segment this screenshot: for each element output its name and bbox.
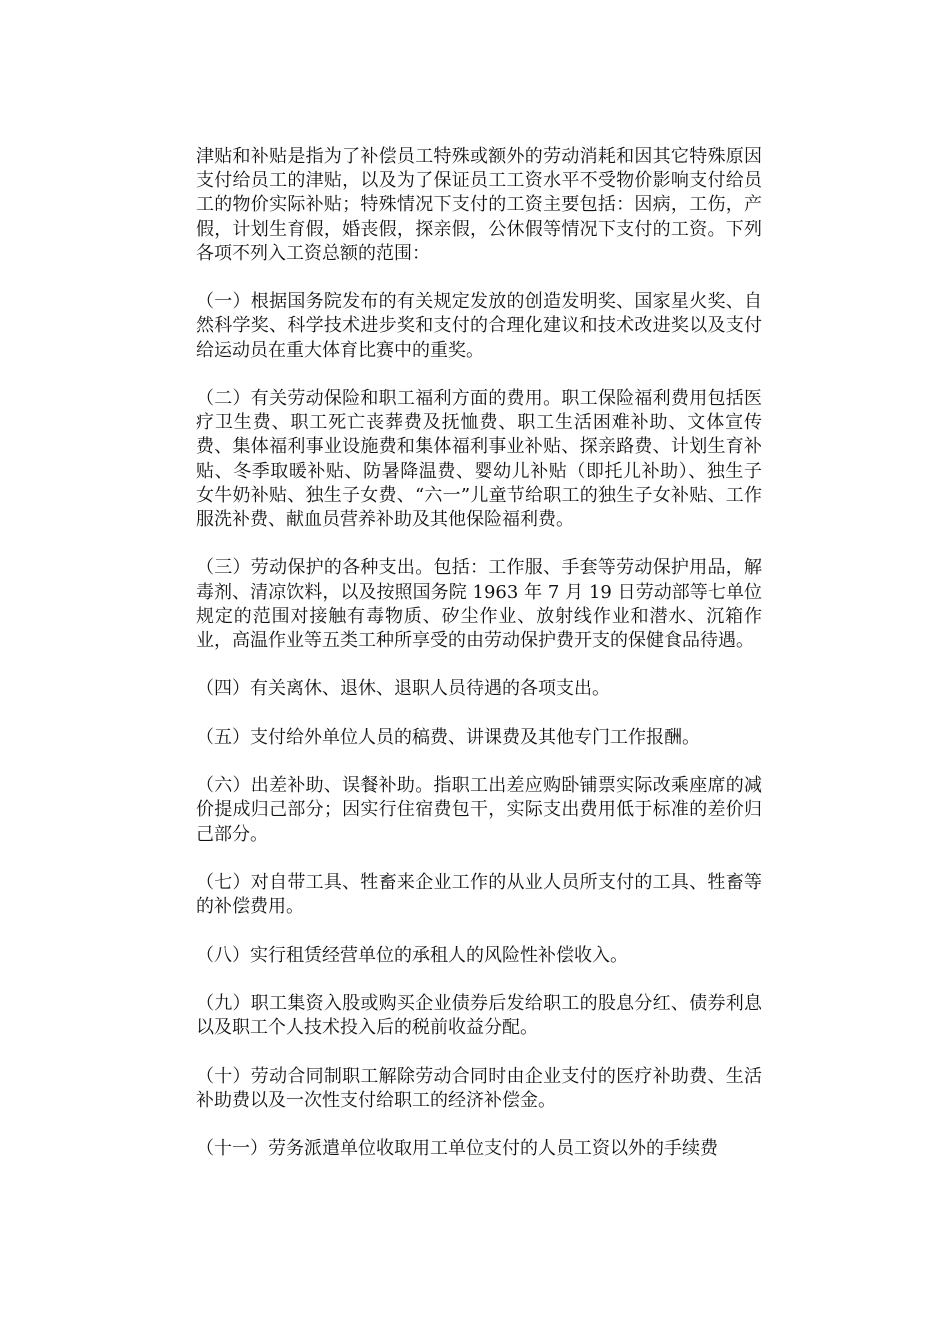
paragraph-item-7: （七）对自带工具、牲畜来企业工作的从业人员所支付的工具、牲畜等的补偿费用。 — [196, 871, 762, 918]
paragraph-intro: 津贴和补贴是指为了补偿员工特殊或额外的劳动消耗和因其它特殊原因支付给员工的津贴，以及为了保证员工工资水平不受物价影响支付给员工的物价实际补贴；特殊情况下支付的工资主要包括：因病，工伤，产假，计划生育假，婚丧假，探亲假，公休假等情况下支付的工资。下列各项不列入工资总额的范围： — [196, 146, 762, 264]
paragraph-item-10: （十）劳动合同制职工解除劳动合同时由企业支付的医疗补助费、生活补助费以及一次性支付给职工的经济补偿金。 — [196, 1065, 762, 1111]
paragraph-item-2: （二）有关劳动保险和职工福利方面的费用。职工保险福利费用包括医疗卫生费、职工死亡丧葬费及抚恤费、职工生活困难补助、文体宣传费、集体福利事业设施费和集体福利事业补贴、探亲路费、计划生育补贴、冬季取暖补贴、防暑降温费、婴幼儿补贴（即托儿补助）、独生子女牛奶补贴、独生子女费、“六一”儿童节给职工的独生子女补贴、工作服洗补费、献血员营养补助及其他保险福利费。 — [196, 388, 762, 531]
document-body — [196, 145, 762, 1161]
paragraph-item-3: （三）劳动保护的各种支出。包括：工作服、手套等劳动保护用品，解毒剂、清凉饮料，以及按照国务院 1963 年 7 月 19 日劳动部等七单位规定的范围对接触有毒物质、矽尘作业、放射线作业和潜水、沉箱作业，高温作业等五类工种所享受的由劳动保护费开支的保健食品待遇。 — [196, 557, 762, 652]
paragraph-item-5: （五）支付给外单位人员的稿费、讲课费及其他专门工作报酬。 — [196, 726, 700, 748]
paragraph-item-9: （九）职工集资入股或购买企业债券后发给职工的股息分红、债券利息以及职工个人技术投入后的税前收益分配。 — [196, 992, 762, 1039]
paragraph-item-4: （四）有关离休、退休、退职人员待遇的各项支出。 — [196, 678, 610, 700]
paragraph-item-1: （一）根据国务院发布的有关规定发放的创造发明奖、国家星火奖、自然科学奖、科学技术进步奖和支付的合理化建议和技术改进奖以及支付给运动员在重大体育比赛中的重奖。 — [196, 291, 762, 361]
paragraph-item-11: （十一）劳务派遣单位收取用工单位支付的人员工资以外的手续费 — [196, 1138, 718, 1160]
paragraph-item-6: （六）出差补助、误餐补助。指职工出差应购卧铺票实际改乘座席的减价提成归己部分；因实行住宿费包干，实际支出费用低于标准的差价归己部分。 — [196, 775, 762, 845]
paragraph-item-8: （八）实行租赁经营单位的承租人的风险性补偿收入。 — [196, 944, 628, 966]
